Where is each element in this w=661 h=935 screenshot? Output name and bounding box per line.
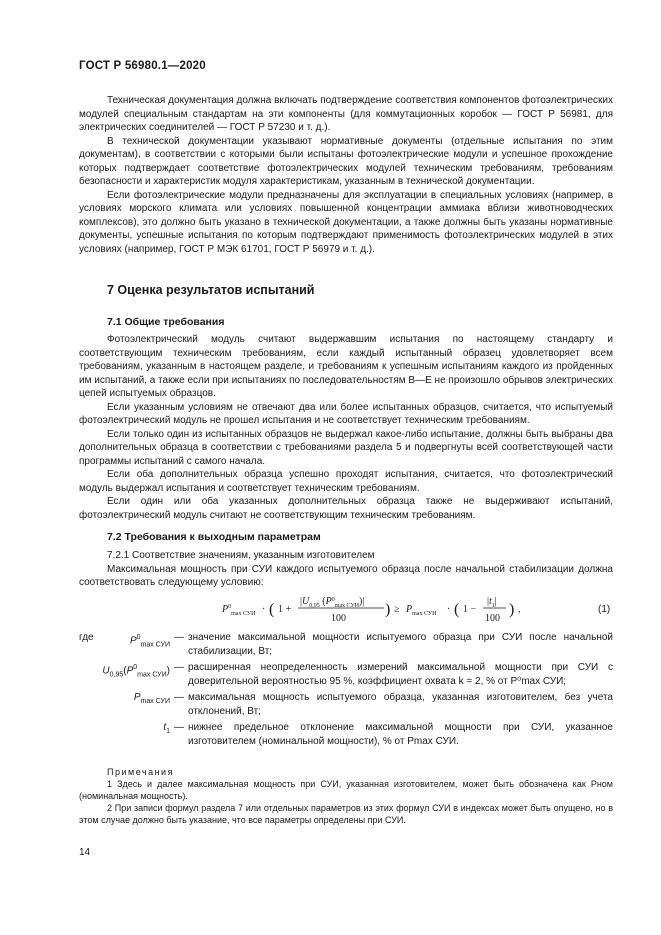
formula-definitions	[79, 631, 613, 751]
definition-u095: расширенная неопределенность измерений максимальной мощности при СУИ с доверительной вероятностью 95 %, коэффициент охвата k = 2, % от P⁰max СУИ;	[188, 662, 613, 687]
svg-text:·: ·	[447, 604, 451, 615]
svg-text:1 −: 1 −	[463, 604, 477, 615]
intro-paragraph-3: Если фотоэлектрические модули предназначены для эксплуатации в специальных условиях (например, в условиях морского климата или условиях повышенной концентрации аммиака вблизи животноводческих комплексов), это должно быть указано в технической документации, а также должны быть указаны нормативные документы, успешные испытания по которым подтверждают применимость фотоэлектрических модулей в этих условиях (например, ГОСТ Р МЭК 61701, ГОСТ Р 56979 и т. д.).	[79, 189, 613, 255]
definition-t1: нижнее предельное отклонение максимальной мощности при СУИ, указанное изготовителем (номинальной мощности), % от Pmax СУИ.	[188, 722, 613, 747]
note-1: 1 Здесь и далее максимальная мощность при СУИ, указанная изготовителем, может быть обозначена как Pном (номинальная мощность).	[79, 779, 613, 801]
svg-text:(: (	[454, 601, 460, 618]
svg-text:,: ,	[518, 604, 521, 615]
section-7-1-text	[79, 333, 613, 522]
section-7-2-1-heading: 7.2.1 Соответствие значениям, указанным изготовителем	[107, 550, 375, 561]
document-header: ГОСТ Р 56980.1—2020	[79, 60, 206, 72]
svg-text:100: 100	[485, 613, 500, 624]
svg-text:): )	[385, 601, 391, 618]
svg-text:): )	[509, 601, 515, 618]
svg-text:|U0,95 (P0max СУИ)|: $|U_{0,95}$ $(P^0_{max СУИ})|$	[300, 596, 365, 609]
svg-text:|t1|: $|t_1|$	[487, 596, 497, 609]
note-2: 2 При записи формул раздела 7 или отдельных параметров из этих формул СУИ в индексах может быть опущено, но в этом случае должно быть указание, что все параметры определены при СУИ.	[79, 803, 613, 825]
intro-text	[79, 94, 613, 256]
section-7-2-1-paragraph: Максимальная мощность при СУИ каждого испытуемого образца после начальной стабилизации должна соответствовать следующему условию:	[79, 563, 613, 588]
symbol-u095: $U_{0,95}(P^0_{max СУИ})$	[102, 664, 170, 679]
formula-number: (1)	[598, 604, 611, 615]
where-label: где	[79, 632, 94, 643]
section-7-1-paragraph-3: Если только один из испытанных образцов не выдержал какое-либо испытание, должны быть выбраны два дополнительных образца в соответствии с требованиями раздела 5 и подвергнуты всей соответствующей части программы испытаний с самого начала.	[79, 428, 613, 467]
svg-text:·: ·	[262, 604, 266, 615]
definition-row: где $P^0_{max СУИ}$ — значение максимальной мощности испытуемого образца при СУИ после начальной стабилизации, Вт;	[79, 632, 613, 657]
section-7-1-paragraph-4: Если оба дополнительных образца успешно проходят испытания, считается, что фотоэлектрический модуль выдержал испытания и соответствует техническим требованиям.	[79, 469, 613, 494]
section-7-1-paragraph-5: Если один или оба указанных дополнительных образца также не выдерживают испытаний, фотоэлектрический модуль считают не соответствующим техническим требованиям.	[79, 496, 613, 521]
symbol-p-max: $P_{max СУИ}$	[133, 692, 170, 705]
svg-text:≥: ≥	[394, 604, 400, 615]
definition-p0-max: значение максимальной мощности испытуемого образца при СУИ после начальной стабилизации, Вт;	[188, 632, 613, 657]
svg-text:(: (	[269, 601, 275, 618]
svg-text:1 +: 1 +	[278, 604, 292, 615]
formula-1	[222, 593, 622, 627]
svg-text:Pmax СУИ: $P_{max СУИ}$	[406, 604, 437, 617]
section-7-1-heading: 7.1 Общие требования	[107, 316, 225, 328]
definition-p-max: максимальная мощность испытуемого образца, указанная изготовителем, без учета отклонений, Вт;	[188, 692, 613, 717]
section-7-2-1-text	[79, 549, 613, 590]
definition-row: $U_{0,95}(P^0_{max СУИ})$ — расширенная неопределенность измерений максимальной мощности при СУИ с доверительной вероятностью 95 %, коэффициент охвата k = 2, % от P⁰max СУИ;	[79, 661, 613, 688]
formula-svg	[222, 593, 602, 627]
symbol-p0-max: $P^0_{max СУИ}$	[129, 634, 170, 649]
intro-paragraph-1: Техническая документация должна включать подтверждение соответствия компонентов фотоэлектрических модулей специальным стандартам на эти компоненты (для коммутационных коробок — ГОСТ Р 56981, для электрических соединителей — ГОСТ Р 57230 и т. д.).	[79, 95, 613, 133]
svg-text:100: 100	[331, 613, 346, 624]
symbol-t1: $t_1$	[163, 722, 170, 735]
section-7-2-heading: 7.2 Требования к выходным параметрам	[107, 531, 321, 543]
section-7-heading: 7 Оценка результатов испытаний	[107, 283, 315, 297]
notes-title: Примечания	[107, 767, 174, 777]
svg-text:P0max СУИ: $P^0_{max СУИ}$	[222, 604, 256, 617]
section-7-1-paragraph-1: Фотоэлектрический модуль считают выдержавшим испытания по настоящему стандарту и соответствующим техническим требованиям, если каждый испытанный образец удовлетворяет всем требованиям, указанным в настоящем разделе, и требованиям к успешным испытаниям каждого из пройденных им испытаний, а также если при испытаниях по последовательностям В—Е не произошло обрывов электрических цепей испытуемых образцов.	[79, 334, 613, 399]
definition-row: $P_{max СУИ}$ — максимальная мощность испытуемого образца, указанная изготовителем, без учета отклонений, Вт;	[79, 691, 613, 718]
page-number: 14	[79, 847, 91, 858]
intro-paragraph-2: В технической документации указывают нормативные документы (отдельные испытания по этим документам), в соответствии с которыми были испытаны фотоэлектрические модули и успешное прохождение которых подтверждает соответствие фотоэлектрических модулей техническим требованиям, требованиям безопасности и характеристик модуля характеристикам, указанным в технической документации.	[79, 135, 613, 187]
notes-block	[79, 766, 613, 826]
section-7-1-paragraph-2: Если указанным условиям не отвечают два или более испытанных образцов, считается, что испытуемый фотоэлектрический модуль не прошел испытания и не соответствует техническим требованиям.	[79, 401, 613, 426]
definition-row: $t_1$ — нижнее предельное отклонение максимальной мощности при СУИ, указанное изготовителем (номинальной мощности), % от Pmax СУИ.	[79, 721, 613, 748]
